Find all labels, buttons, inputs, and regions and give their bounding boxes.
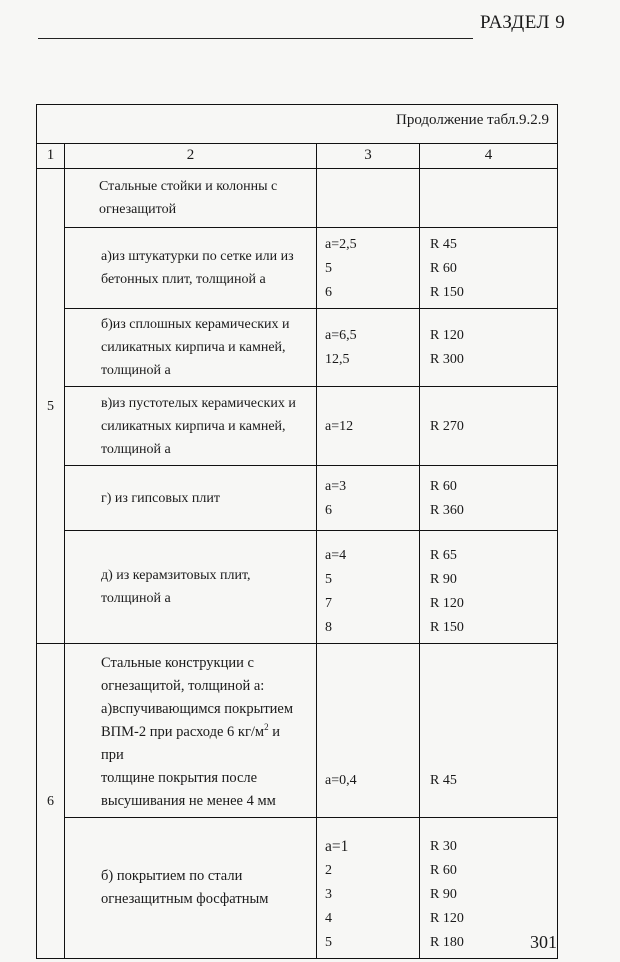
thickness-cell: а=3 6 <box>317 466 420 531</box>
row-description: в)из пустотелых керамических и силикатных кирпича и камней, толщиной а <box>65 387 317 466</box>
rating-cell: R 45 R 60 R 150 <box>420 228 558 309</box>
section-title: РАЗДЕЛ 9 <box>480 12 566 33</box>
table-row <box>37 169 558 228</box>
page-number: 301 <box>530 932 557 952</box>
group-title: Стальные стойки и колонны с огнезащитой <box>65 169 317 228</box>
thickness-cell: а=1 2 3 4 5 <box>317 818 420 959</box>
row-description: г) из гипсовых плит <box>65 466 317 531</box>
table-row <box>37 466 558 531</box>
thickness-cell: а=6,5 12,5 <box>317 309 420 387</box>
table-row <box>37 818 558 959</box>
rating-cell: R 270 <box>420 387 558 466</box>
column-header-2: 2 <box>65 144 317 169</box>
table-row <box>37 531 558 644</box>
rating-cell: R 120 R 300 <box>420 309 558 387</box>
column-header-row <box>37 144 558 169</box>
row-number: 5 <box>37 169 65 644</box>
rating-cell: R 65 R 90 R 120 R 150 <box>420 531 558 644</box>
thickness-cell <box>317 169 420 228</box>
column-header-1: 1 <box>37 144 65 169</box>
row-description: д) из керамзитовых плит, толщиной а <box>65 531 317 644</box>
superscript: 2 <box>264 722 269 733</box>
thickness-cell: а=4 5 7 8 <box>317 531 420 644</box>
thickness-cell: а=0,4 <box>317 644 420 818</box>
table-row <box>37 387 558 466</box>
row-number: 6 <box>37 644 65 959</box>
rating-cell: R 30 R 60 R 90 R 120 R 180 <box>420 818 558 959</box>
row-description: а)из штукатурки по сетке или из бетонных плит, толщиной а <box>65 228 317 309</box>
table-row <box>37 228 558 309</box>
rating-cell: R 60 R 360 <box>420 466 558 531</box>
rating-cell: R 45 <box>420 644 558 818</box>
column-header-4: 4 <box>420 144 558 169</box>
row-description: б) покрытием по стали огнезащитным фосфатным <box>65 818 317 959</box>
table-row <box>37 309 558 387</box>
column-header-3: 3 <box>317 144 420 169</box>
rating-cell <box>420 169 558 228</box>
row-description: б)из сплошных керамических и силикатных кирпича и камней, толщиной а <box>65 309 317 387</box>
row-description: Стальные конструкции с огнезащитой, толщиной а: а)вспучивающимся покрытием ВПМ-2 при расходе 6 $кг/м^2$ и при толщине покрытия после высушивания не менее 4 мм <box>65 644 317 818</box>
header-rule <box>38 38 473 39</box>
thickness-cell: а=12 <box>317 387 420 466</box>
table-row <box>37 644 558 818</box>
fire-resistance-table <box>36 104 558 959</box>
table-caption: Продолжение табл.9.2.9 <box>37 105 558 144</box>
thickness-cell: а=2,5 5 6 <box>317 228 420 309</box>
